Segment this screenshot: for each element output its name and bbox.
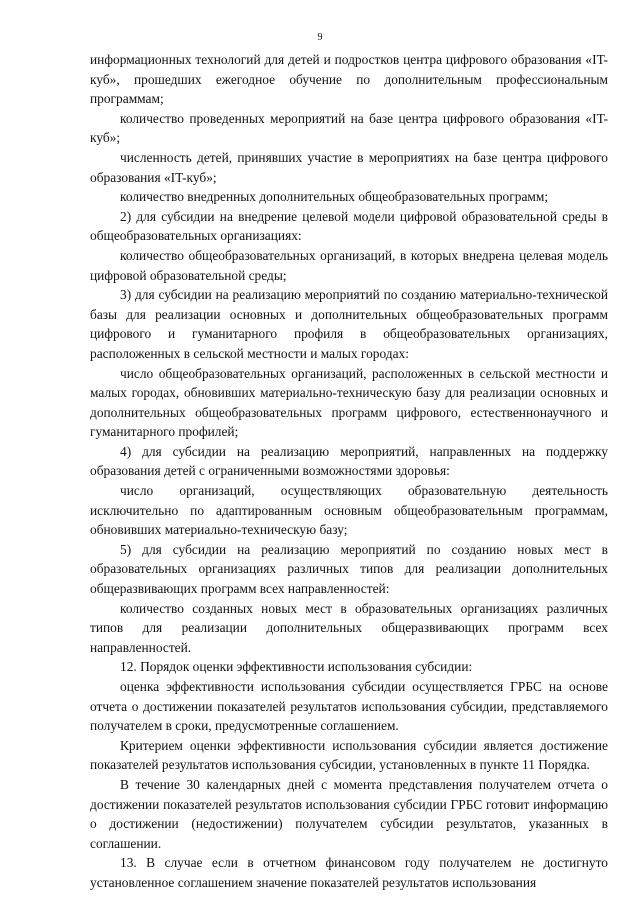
document-body <box>90 50 608 893</box>
paragraph: Критерием оценки эффективности использования субсидии является достижение показателей результатов использования субсидии, установленных в пункте 11 Порядка. <box>90 737 608 773</box>
paragraph: количество общеобразовательных организаций, в которых внедрена целевая модель цифровой образовательной среды; <box>90 247 608 283</box>
paragraph: 2) для субсидии на внедрение целевой модели цифровой образовательной среды в общеобразовательных организациях: <box>90 208 608 244</box>
paragraph: число общеобразовательных организаций, расположенных в сельской местности и малых городах, обновивших материально-техническую базу для реализации основных и дополнительных общеобразовательных программ цифрового, естественнонаучного и гуманитарного профилей; <box>90 365 608 440</box>
paragraph: 3) для субсидии на реализацию мероприятий по созданию материально-технической базы для реализации основных и дополнительных общеобразовательных программ цифрового и гуманитарного профиля в общеобразовательных организациях, расположенных в сельской местности и малых городах: <box>90 287 608 361</box>
paragraph: число организаций, осуществляющих образовательную деятельность исключительно по адаптированным основным общеобразовательным программам, обновивших материально-техническую базу; <box>90 483 608 538</box>
paragraph: 5) для субсидии на реализацию мероприятий по созданию новых мест в образовательных организациях различных типов для реализации дополнительных общеразвивающих программ всех направленностей: <box>90 541 608 597</box>
paragraph: количество проведенных мероприятий на базе центра цифрового образования «IT-куб»; <box>90 110 608 146</box>
paragraph: количество созданных новых мест в образовательных организациях различных типов для реализации дополнительных общеразвивающих программ всех направленностей. <box>90 600 608 655</box>
page-number: 9 <box>317 32 323 43</box>
paragraph: количество внедренных дополнительных общеобразовательных программ; <box>120 189 549 205</box>
paragraph: информационных технологий для детей и подростков центра цифрового образования «IT-куб», прошедших ежегодное обучение по дополнительным профессиональным программам; <box>90 52 608 107</box>
paragraph: 4) для субсидии на реализацию мероприятий, направленных на поддержку образования детей с ограниченными возможностями здоровья: <box>90 443 608 479</box>
paragraph: оценка эффективности использования субсидии осуществляется ГРБС на основе отчета о достижении показателей результатов использования субсидии, представляемого получателем в сроки, предусмотренные соглашением. <box>90 679 608 734</box>
paragraph: В течение 30 календарных дней с момента представления получателем отчета о достижении показателей результатов использования субсидии ГРБС готовит информацию о достижении (недостижении) получателем субсидии результатов, указанных в соглашении. <box>90 776 608 851</box>
paragraph: 13. В случае если в отчетном финансовом году получателем не достигнуто установленное соглашением значение показателей результатов использования <box>90 855 608 890</box>
paragraph: 12. Порядок оценки эффективности использования субсидии: <box>120 659 473 675</box>
paragraph: численность детей, принявших участие в мероприятиях на базе центра цифрового образования «IT-куб»; <box>90 149 608 185</box>
